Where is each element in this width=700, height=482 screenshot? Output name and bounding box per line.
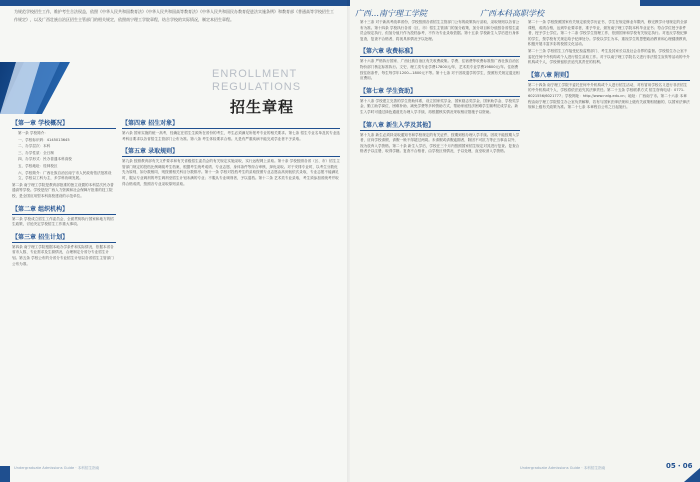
list-item: 四、办学形式：民办普通本科高校: [18, 157, 72, 162]
corner-triangle: [684, 468, 700, 482]
section-heading-appendix: 【第八章 附则】: [528, 70, 690, 81]
enroll-line-2: REGULATIONS: [212, 81, 302, 93]
enrollment-regulations-watermark: [212, 68, 342, 94]
paragraph: 第二十三条 学校招生工作接受纪检监察部门、考生及其家长以及社会各界的监督。学校招生办公室不委托任何中介机构或个人进行招生录取工作。对于以南宁理工学院名义进行非法招生宣传等活动的中介机构或个人，学校保留依法追究其责任的权利。: [528, 48, 690, 65]
footer-left-text: Undergraduate Admissions Guide · 本科招生指南: [14, 466, 100, 470]
list-item: 三、办学性质：全日制: [18, 150, 54, 155]
column-3: [360, 20, 520, 156]
section-heading-fees: 【第六章 收费标准】: [360, 46, 520, 57]
paragraph: 第二十四条 南宁理工学院不委托任何中介机构或个人进行招生活动，对有冒用学校名义进行非法招生的中介机构或个人，学校将依法追究其法律责任。第二十五条 学校联系方式 招生咨询电话：0771-6021556/6021777；学校网址：http://www.nnlg.edu.cn；地址：广西南宁市。第二十六条 本章程由南宁理工学院招生办公室负责解释，若有与国家法律法规和上级有关政策相抵触的，以国家法律法规和上级有关政策为准。第二十七条 本章程自公布之日起施行。: [528, 82, 690, 110]
paragraph: 第十三条 对于新高考改革省份，学校按照各省招生主管部门公布的政策执行录取，录取规则以各省公布为准。第十四条 学校执行各省（区、市）招生主管部门的加分政策，加分项目和分值按各省招生委员会规定执行，但加分值只作为投档参考，不作为专业录取依据。第十五条 学校新生入学后进行身体复查，复查不合格者，将视具体情况予以处理。: [360, 20, 520, 41]
section-heading-school-overview: 【第一章 学校概况】: [12, 118, 116, 129]
column-1: [12, 118, 116, 268]
list-item: 五、学校地址：桂林校区: [18, 163, 58, 168]
list-item: 二、办学层次：本科: [18, 144, 51, 149]
paragraph: 第十八条 学校建立完善的学生资助体系，设立国家奖学金、国家励志奖学金、国家助学金、学校奖学金、勤工助学岗位、困难补助、减免学费等多种资助方式，帮助家庭经济困难学生顺利完成学业。新生入学时可通过绿色通道先办理入学手续，再根据核实情况采取相应措施予以资助。: [360, 98, 520, 114]
paragraph: 第十九条 新生必须持录取通知书和学校规定的有关证件，按期到校办理入学手续。因故不能按期入学者，应向学校请假，请假一般不得超过两周。未请假或请假逾期者，除因不可抗力等正当事由以外，视为放弃入学资格。第二十条 新生入学后，学校在三个月内按照国家招生规定对其进行复查。复查合格者予以注册，取得学籍。复查不合格者，由学校区别情况，予以处理，直至取消入学资格。: [360, 132, 520, 154]
page-numbers: 05・06: [666, 462, 693, 470]
list-item: 六、学校简介：广西壮族自治区南宁市人民政府依法批准设立，学校以工科为主，多学科协调发展。: [18, 170, 112, 181]
paragraph: 第二条 南宁理工学院是教育部批准的独立设置的本科层次民办普通高等学校。学校是经广西人力资源和社会保障厅批准的技工院校，是全国应用型本科高校建设的示范单位。: [12, 182, 114, 198]
section-heading-enrollment-plan: 【第三章 招生计划】: [12, 232, 116, 243]
list-item: 第一条 学校简介：: [18, 131, 48, 135]
paragraph: 第六条 国家实施的统一高考，经确定在招生生源所在省份的考生，考生必须满足所报考专业的相关要求。第七条 招生专业名单及其专业选考科目要求以各省招生主管部门公布为准。第八条 考生体检要求合格。凡是有严重疾病不能完成学业者不予录取。: [122, 131, 340, 141]
section-heading-new-students: 【第八章 新生入学及其他】: [360, 120, 520, 131]
section-heading-student-aid: 【第七章 学生资助】: [360, 86, 520, 97]
right-header-title-1: 广西…南宁理工学院: [355, 9, 427, 18]
right-header-bar: [640, 0, 700, 6]
paragraph: 第二条 学校成立招生工作委员会，全面贯彻执行国家和地方的招生政策，讨论决定学校招生工作重大事项。: [12, 216, 114, 227]
right-header-title-2: 广西本科高职学校: [480, 9, 544, 18]
section-heading-applicants: 【第四章 招生对象】: [122, 118, 340, 129]
left-header: [0, 0, 350, 60]
column-4: [528, 20, 690, 112]
paragraph: 第二十一条 学校按照国家有关规定颁发学历证书，学生在规定修业年限内，修完教学计划规定的全部课程，成绩合格，达到毕业要求者，准予毕业，颁发南宁理工学院本科毕业证书；符合学位授予条件者，授予学士学位。第二十二条 学校学生管理工作，依照国家和学校有关规定执行。对违反学校纪律的学生，按学校有关规定给予纪律处分。学校以学生为本，重视学生的思想政治教育和心理健康教育，积极开展丰富多彩的校园文化活动。: [528, 20, 690, 47]
footer-right-text: Undergraduate Admissions Guide · 本科招生指南: [520, 466, 606, 470]
paragraph: 第九条 按照教育部有关文件要求和有关省级招生委员会的有关规定实施录取，实行远程网上录取。第十条 学校按照各省（区、市）招生主管部门规定的投档比例调阅考生档案，根据考生统考成绩、专业志愿、身体条件等综合审核，择优录取。对于安排专业时，以考生分数优先为原则，如分数相同，则按照相关科目分数排序。第十一条 学校对投档考生的录取按照专业志愿由高到低依次录取，专业志愿不能满足时，服从专业调剂的考生调剂至招生计划未满的专业；不服从专业调剂者，予以退档。第十二条 艺术类专业录取，考生须参加省统考并取得合格成绩，按照各专业录取原则录取。: [122, 159, 340, 186]
section-heading-organization: 【第二章 组织机构】: [12, 204, 116, 215]
column-2: [122, 118, 340, 188]
left-corner-block: [0, 466, 10, 482]
intro-paragraph: 为规范学校招生工作，维护考生合法权益，依照《中华人民共和国教育法》《中华人民共和国高等教育法》《中华人民共和国民办教育促进法实施条例》和教育部《普通高等学校招生工作规定》，以及广西壮族自治区招生主管部门的相关规定，依照南宁理工学院章程，结合学校的实际情况，制定本招生章程。: [14, 9, 334, 23]
paragraph: 第四条 南宁理工学院根据本地办学条件和实际情况，依据本省各省市人数、专业需求及生源情况，合理制定分省分专业招生计划。第五条 学校公布的分省分专业招生计划以各省招生主管部门公布为准。: [12, 244, 114, 266]
enroll-line-1: ENROLLMENT: [212, 68, 298, 80]
page-title: 招生章程: [230, 98, 295, 116]
list-item: 一、学校标识码：4145013645: [18, 137, 70, 142]
paragraph: 第十六条 严格执行国家、广西壮族自治区有关收费政策。学费、住宿费等收费标准按广西壮族自治区物价部门核定标准执行。文史、理工类专业学费17800元/年，艺术类专业学费19800元/年。住宿费按住宿条件，每生每学年1200—1800元不等。第十七条 对于因故退学的学生，按照有关规定退还相应费用。: [360, 59, 520, 81]
left-header-bar: [0, 0, 350, 6]
section-heading-admission-rules: 【第五章 录取规则】: [122, 146, 340, 157]
